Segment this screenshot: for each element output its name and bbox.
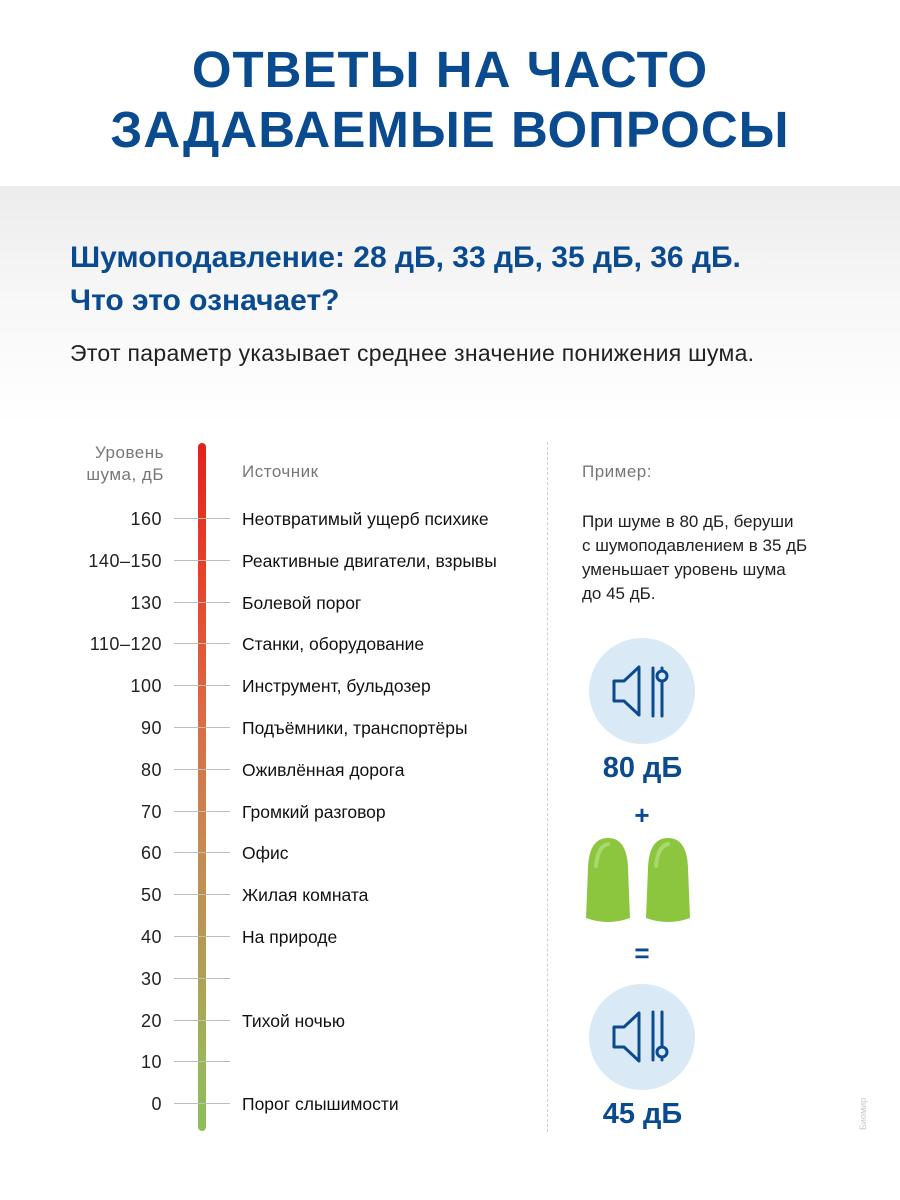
example-text-line1: При шуме в 80 дБ, беруши (582, 512, 794, 531)
scale-tick (174, 852, 230, 853)
before-volume-value: 80 дБ (602, 752, 683, 784)
noise-level-value: 100 (130, 676, 162, 697)
plus-sign: + (634, 800, 650, 830)
example-text-line3: уменьшает уровень шума (582, 560, 786, 579)
question-line1: Шумоподавление: 28 дБ, 33 дБ, 35 дБ, 36 дБ. (70, 241, 741, 274)
noise-source-label: Громкий разговор (242, 801, 386, 822)
noise-source-label: Реактивные двигатели, взрывы (242, 550, 497, 571)
earplugs-icon (580, 836, 700, 931)
noise-scale-row (0, 801, 560, 823)
scale-tick (174, 769, 230, 770)
noise-source-label: Станки, оборудование (242, 634, 425, 655)
noise-source-label: Болевой порог (242, 592, 362, 613)
scale-tick (174, 643, 230, 644)
scale-tick (174, 811, 230, 812)
noise-scale-row (0, 1010, 560, 1032)
question-line2: Что это означает? (70, 284, 340, 317)
scale-tick (174, 1103, 230, 1104)
page-title-line1: ОТВЕТЫ НА ЧАСТО (191, 41, 709, 98)
noise-scale-row (0, 550, 560, 572)
example-title: Пример: (582, 462, 652, 481)
noise-scale-row (0, 884, 560, 906)
noise-level-value: 130 (130, 592, 162, 613)
noise-scale-row (0, 508, 560, 530)
noise-source-label: На природе (242, 927, 338, 947)
noise-scale-row (0, 717, 560, 739)
noise-scale-row (0, 968, 560, 990)
noise-level-axis-title (60, 442, 164, 486)
scale-tick (174, 936, 230, 937)
noise-level-value: 0 (151, 1094, 162, 1115)
noise-level-value: 40 (140, 927, 162, 947)
page-title-line2: ЗАДАВАЕМЫЕ ВОПРОСЫ (110, 101, 790, 158)
noise-level-value: 30 (140, 968, 162, 989)
noise-scale-row (0, 592, 560, 614)
noise-scale-row (0, 759, 560, 781)
column-divider (547, 442, 548, 1132)
scale-tick (174, 518, 230, 519)
noise-scale-row (0, 926, 560, 948)
noise-source-label: Оживлённая дорога (242, 759, 405, 780)
noise-level-value: 20 (140, 1010, 162, 1031)
scale-tick (174, 894, 230, 895)
noise-level-value: 110–120 (89, 634, 162, 655)
speaker-high-volume-icon (589, 638, 695, 744)
noise-source-label: Тихой ночью (242, 1010, 345, 1031)
noise-source-label: Порог слышимости (242, 1094, 399, 1115)
example-text-line4: до 45 дБ. (582, 584, 656, 603)
noise-source-label: Жилая комната (242, 885, 369, 906)
axis-title-line2: шума, дБ (86, 465, 164, 484)
noise-level-value: 160 (130, 509, 162, 529)
scale-tick (174, 1020, 230, 1021)
scale-tick (174, 685, 230, 686)
noise-scale-row (0, 1051, 560, 1073)
example-text-line2: с шумоподавлением в 35 дБ (582, 536, 808, 555)
noise-level-value: 50 (140, 885, 162, 906)
noise-source-label: Подъёмники, транспортёры (242, 718, 468, 738)
noise-level-value: 70 (140, 801, 162, 822)
example-text (582, 510, 862, 606)
axis-title-line1: Уровень (95, 443, 164, 462)
after-volume-value: 45 дБ (602, 1098, 683, 1130)
noise-level-value: 90 (140, 718, 162, 738)
noise-level-value: 140–150 (88, 550, 162, 571)
speaker-low-volume-icon (589, 984, 695, 1090)
scale-tick (174, 560, 230, 561)
scale-tick (174, 978, 230, 979)
noise-scale-row (0, 633, 560, 655)
question-heading (70, 236, 741, 322)
scale-tick (174, 727, 230, 728)
scale-tick (174, 602, 230, 603)
noise-source-label: Неотвратимый ущерб психике (242, 509, 489, 529)
scale-tick (174, 1061, 230, 1062)
watermark: Биомир (858, 1097, 868, 1130)
noise-level-value: 80 (140, 759, 162, 780)
page-title (0, 40, 900, 160)
noise-level-value: 60 (140, 843, 162, 864)
equals-sign: = (634, 938, 650, 968)
noise-level-value: 10 (140, 1052, 162, 1073)
noise-scale-row (0, 1093, 560, 1115)
noise-source-label: Офис (242, 843, 289, 864)
source-column-title: Источник (242, 462, 319, 481)
answer-text: Этот параметр указывает среднее значение понижения шума. (70, 340, 755, 366)
noise-scale-row (0, 675, 560, 697)
noise-source-label: Инструмент, бульдозер (242, 676, 431, 697)
noise-scale-row (0, 842, 560, 864)
